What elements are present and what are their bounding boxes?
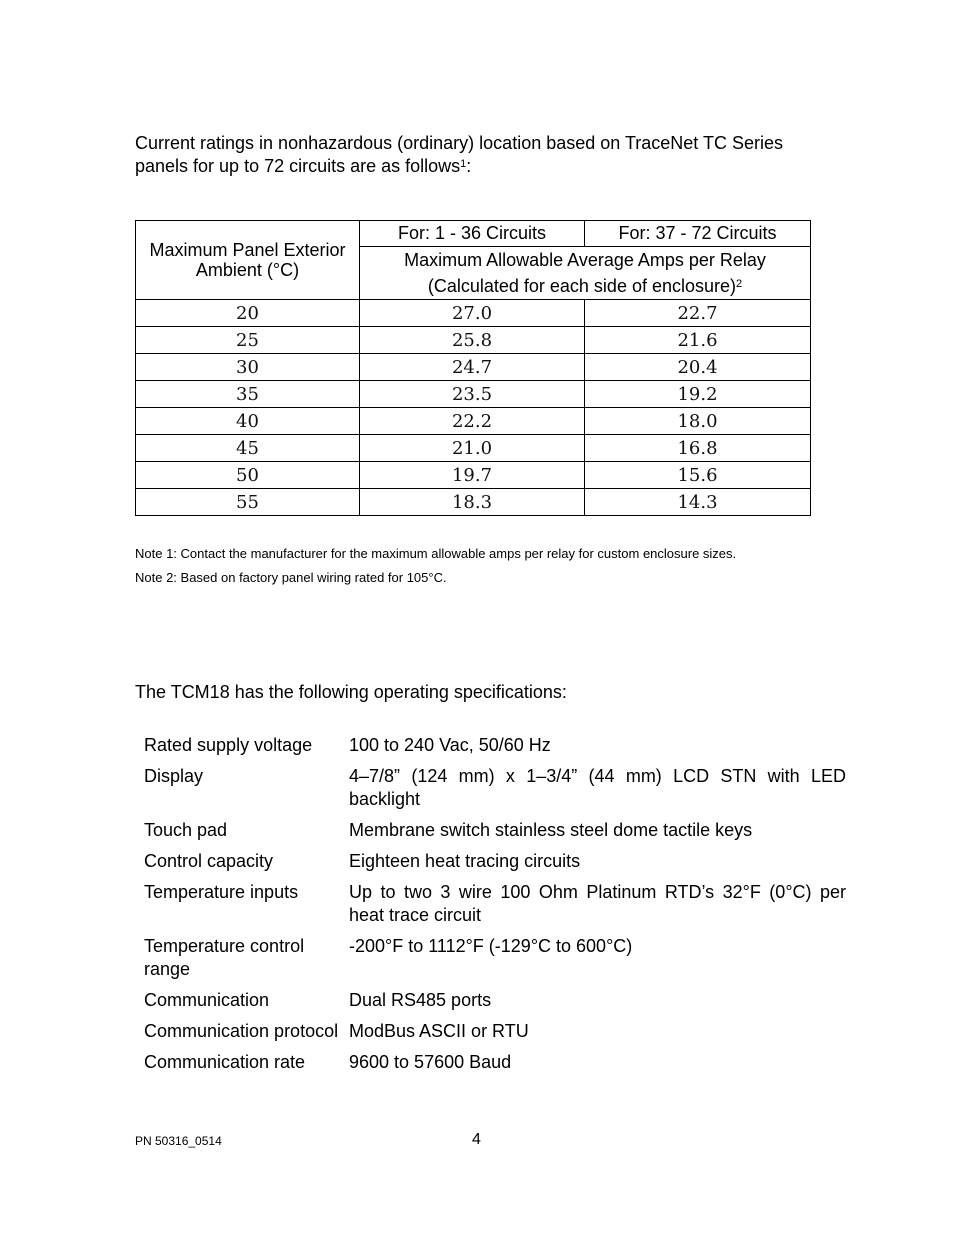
intro-paragraph bbox=[135, 132, 825, 178]
part-number: PN 50316_0514 bbox=[135, 1134, 222, 1148]
amps-37-72-cell: 19.2 bbox=[585, 381, 811, 408]
table-row bbox=[136, 408, 811, 435]
amps-footnote-ref: 2 bbox=[736, 278, 743, 290]
amps-37-72-cell: 21.6 bbox=[585, 327, 811, 354]
amps-37-72-cell: 14.3 bbox=[585, 489, 811, 516]
spec-row bbox=[144, 989, 846, 1020]
amps-1-36-cell: 19.7 bbox=[360, 462, 585, 489]
ambient-cell: 25 bbox=[136, 327, 360, 354]
amps-37-72-cell: 16.8 bbox=[585, 435, 811, 462]
ambient-cell: 20 bbox=[136, 300, 360, 327]
spec-label: Communication bbox=[144, 990, 270, 1010]
table-notes bbox=[135, 542, 736, 590]
spec-value: Dual RS485 ports bbox=[349, 990, 492, 1010]
circuits-37-72-header: For: 37 - 72 Circuits bbox=[585, 221, 811, 247]
spec-value: -200°F to 1112°F (-129°C to 600°C) bbox=[349, 936, 633, 956]
amps-1-36-cell: 25.8 bbox=[360, 327, 585, 354]
amps-header bbox=[360, 247, 811, 300]
spec-value: Membrane switch stainless steel dome tactile keys bbox=[349, 820, 753, 840]
amps-1-36-cell: 22.2 bbox=[360, 408, 585, 435]
circuits-1-36-header: For: 1 - 36 Circuits bbox=[360, 221, 585, 247]
amps-1-36-cell: 27.0 bbox=[360, 300, 585, 327]
ambient-cell: 55 bbox=[136, 489, 360, 516]
table-row bbox=[136, 435, 811, 462]
spec-label: Rated supply voltage bbox=[144, 735, 313, 755]
spec-value: ModBus ASCII or RTU bbox=[349, 1021, 529, 1041]
spec-value: 9600 to 57600 Baud bbox=[349, 1052, 512, 1072]
spec-row bbox=[144, 935, 846, 989]
spec-label: Communication rate bbox=[144, 1052, 306, 1072]
note-2: Note 2: Based on factory panel wiring rated for 105°C. bbox=[135, 570, 447, 585]
page-number: 4 bbox=[472, 1131, 481, 1148]
current-ratings-table bbox=[135, 220, 811, 516]
amps-1-36-cell: 23.5 bbox=[360, 381, 585, 408]
amps-1-36-cell: 24.7 bbox=[360, 354, 585, 381]
ambient-cell: 35 bbox=[136, 381, 360, 408]
ambient-header: Maximum Panel Exterior Ambient (°C) bbox=[136, 221, 360, 300]
spec-label: Temperature inputs bbox=[144, 882, 299, 902]
intro-text: Current ratings in nonhazardous (ordinary) location based on TraceNet TC Series panels for up to 72 circuits are as follows bbox=[135, 133, 783, 176]
spec-row bbox=[144, 819, 846, 850]
amps-1-36-cell: 21.0 bbox=[360, 435, 585, 462]
intro-colon: : bbox=[466, 156, 472, 176]
spec-label: Control capacity bbox=[144, 851, 274, 871]
note-1: Note 1: Contact the manufacturer for the maximum allowable amps per relay for custom enclosure sizes. bbox=[135, 546, 737, 561]
amps-header-line1: Maximum Allowable Average Amps per Relay bbox=[404, 250, 766, 270]
amps-37-72-cell: 18.0 bbox=[585, 408, 811, 435]
table-row bbox=[136, 489, 811, 516]
amps-37-72-cell: 15.6 bbox=[585, 462, 811, 489]
spec-row bbox=[144, 734, 846, 765]
table-row bbox=[136, 354, 811, 381]
spec-row bbox=[144, 1051, 846, 1082]
spec-label: Touch pad bbox=[144, 820, 228, 840]
spec-label: Communication protocol bbox=[144, 1021, 339, 1041]
table-row bbox=[136, 327, 811, 354]
intro-footnote-ref: 1 bbox=[460, 158, 467, 170]
ambient-cell: 40 bbox=[136, 408, 360, 435]
spec-value: 4–7/8” (124 mm) x 1–3/4” (44 mm) LCD STN with LED backlight bbox=[349, 766, 846, 809]
amps-37-72-cell: 20.4 bbox=[585, 354, 811, 381]
spec-row bbox=[144, 850, 846, 881]
spec-value: Eighteen heat tracing circuits bbox=[349, 851, 581, 871]
table-row bbox=[136, 300, 811, 327]
table-row bbox=[136, 381, 811, 408]
ambient-cell: 30 bbox=[136, 354, 360, 381]
ambient-cell: 45 bbox=[136, 435, 360, 462]
table-row bbox=[136, 462, 811, 489]
spec-label: Temperature control range bbox=[144, 936, 305, 979]
spec-value: 100 to 240 Vac, 50/60 Hz bbox=[349, 735, 551, 755]
spec-label: Display bbox=[144, 766, 204, 786]
operating-specs-table bbox=[144, 734, 846, 1082]
spec-row bbox=[144, 765, 846, 819]
specs-intro: The TCM18 has the following operating specifications: bbox=[135, 682, 567, 702]
spec-value: Up to two 3 wire 100 Ohm Platinum RTD’s 32°F (0°C) per heat trace circuit bbox=[349, 882, 846, 925]
ambient-cell: 50 bbox=[136, 462, 360, 489]
spec-row bbox=[144, 881, 846, 935]
amps-1-36-cell: 18.3 bbox=[360, 489, 585, 516]
amps-37-72-cell: 22.7 bbox=[585, 300, 811, 327]
amps-header-line2: (Calculated for each side of enclosure) bbox=[427, 276, 737, 296]
spec-row bbox=[144, 1020, 846, 1051]
